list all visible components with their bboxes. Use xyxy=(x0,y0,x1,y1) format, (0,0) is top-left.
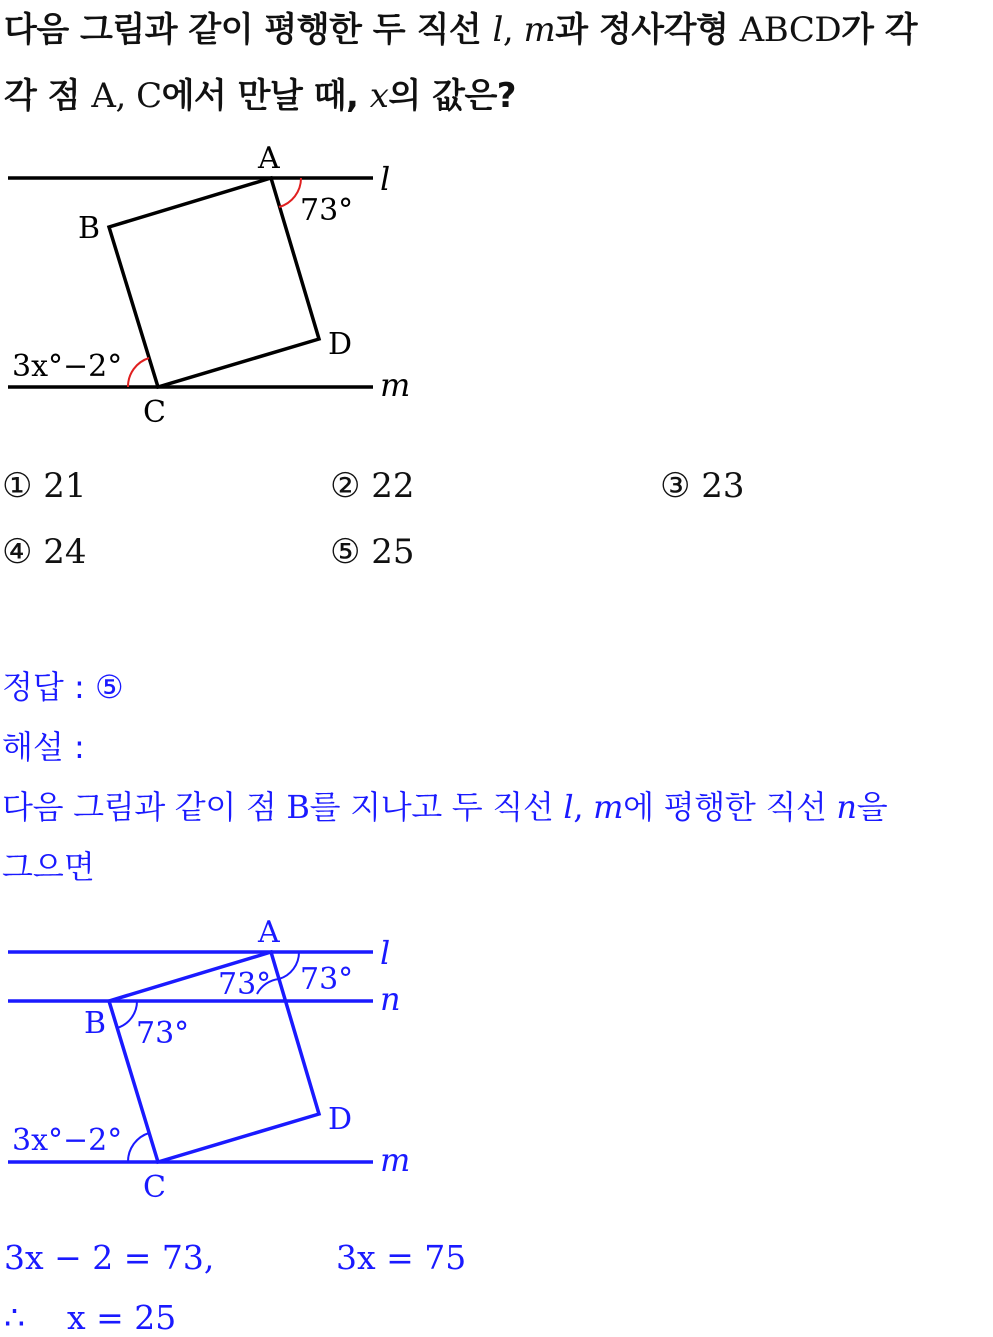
label-line-m: m xyxy=(380,1141,411,1179)
explanation-line-2: 그으면 xyxy=(2,848,95,886)
angle-73-a-left: 73° xyxy=(218,967,272,1002)
angle-arc-a xyxy=(279,178,301,207)
equation-2: 3x = 75 xyxy=(336,1238,467,1277)
therefore-symbol: ∴ xyxy=(4,1298,25,1337)
label-d: D xyxy=(328,327,353,362)
label-b: B xyxy=(84,1006,107,1041)
label-a: A xyxy=(258,915,280,950)
question-line-1: 다음 그림과 같이 평행한 두 직선 l, m과 정사각형 ABCD가 각 xyxy=(4,10,918,50)
square-abcd xyxy=(109,178,319,387)
label-c: C xyxy=(143,395,166,430)
choice-4[interactable]: ④ 24 xyxy=(2,532,87,572)
choice-2[interactable]: ② 22 xyxy=(330,466,415,506)
angle-73-b: 73° xyxy=(136,1016,190,1051)
label-line-l: l xyxy=(380,160,391,198)
answer-line: 정답 : ⑤ xyxy=(2,668,124,706)
label-a: A xyxy=(258,141,280,176)
explanation-line-1: 다음 그림과 같이 점 B를 지나고 두 직선 l, m에 평행한 직선 n을 xyxy=(2,788,888,826)
equation-3: x = 25 xyxy=(66,1298,177,1337)
choice-1[interactable]: ① 21 xyxy=(2,466,87,506)
explanation-label: 해설 : xyxy=(2,728,85,766)
angle-73-a-right: 73° xyxy=(300,962,354,997)
label-d: D xyxy=(328,1102,353,1137)
equation-1: 3x − 2 = 73, xyxy=(4,1238,215,1277)
label-c: C xyxy=(143,1170,166,1205)
angle-3x-2: 3x°−2° xyxy=(12,349,123,384)
square-abcd xyxy=(109,952,319,1162)
label-line-n: n xyxy=(380,980,401,1018)
angle-3x-2: 3x°−2° xyxy=(12,1123,123,1158)
angle-arc-c xyxy=(128,1133,149,1162)
question-line-2: 각 점 A, C에서 만날 때, x의 값은? xyxy=(4,76,517,116)
therefore-line xyxy=(4,1298,176,1337)
angle-arc-b xyxy=(117,1001,137,1028)
choice-5[interactable]: ⑤ 25 xyxy=(330,532,415,572)
angle-arc-a-right xyxy=(279,952,299,979)
label-b: B xyxy=(78,211,101,246)
label-line-l: l xyxy=(380,934,391,972)
figure-2-diagram xyxy=(0,905,440,1205)
angle-arc-c xyxy=(128,358,149,387)
angle-73: 73° xyxy=(300,193,354,228)
label-line-m: m xyxy=(380,366,411,404)
figure-1-diagram xyxy=(0,130,440,440)
choice-3[interactable]: ③ 23 xyxy=(660,466,745,506)
